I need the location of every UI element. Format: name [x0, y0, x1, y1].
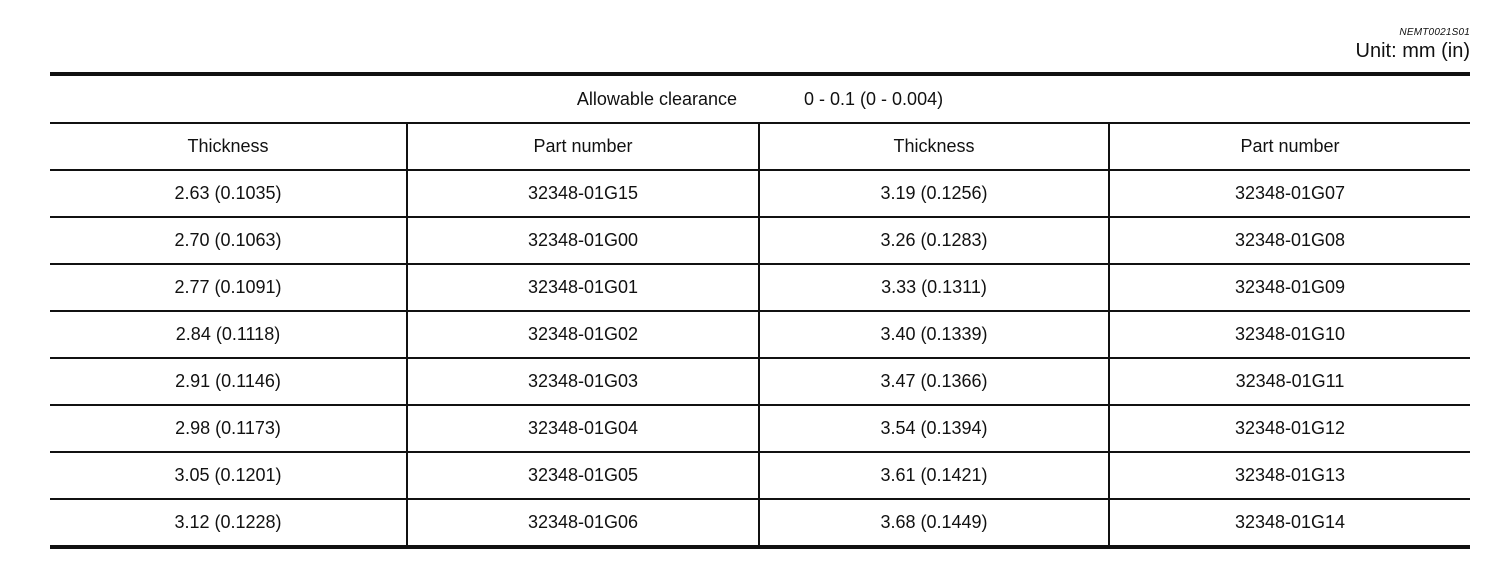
- part-number-cell: 32348-01G14: [1109, 499, 1470, 547]
- thickness-cell: 3.61 (0.1421): [759, 452, 1109, 499]
- part-number-cell: 32348-01G03: [407, 358, 759, 405]
- clearance-cell: [50, 74, 1470, 123]
- thickness-cell: 2.70 (0.1063): [50, 217, 407, 264]
- thickness-cell: 3.19 (0.1256): [759, 170, 1109, 217]
- table-row: [50, 264, 1470, 311]
- document-code: NEMT0021S01: [1399, 27, 1470, 38]
- header-row: [50, 123, 1470, 170]
- header-thickness-left: Thickness: [50, 123, 407, 170]
- part-number-cell: 32348-01G07: [1109, 170, 1470, 217]
- thickness-cell: 3.40 (0.1339): [759, 311, 1109, 358]
- table-row: [50, 311, 1470, 358]
- shim-spec-table: [50, 72, 1470, 549]
- part-number-cell: 32348-01G13: [1109, 452, 1470, 499]
- thickness-cell: 3.33 (0.1311): [759, 264, 1109, 311]
- thickness-cell: 2.98 (0.1173): [50, 405, 407, 452]
- part-number-cell: 32348-01G04: [407, 405, 759, 452]
- thickness-cell: 2.91 (0.1146): [50, 358, 407, 405]
- thickness-cell: 3.47 (0.1366): [759, 358, 1109, 405]
- thickness-cell: 2.77 (0.1091): [50, 264, 407, 311]
- clearance-value: 0 - 0.1 (0 - 0.004): [804, 88, 944, 109]
- thickness-cell: 3.54 (0.1394): [759, 405, 1109, 452]
- part-number-cell: 32348-01G02: [407, 311, 759, 358]
- thickness-cell: 3.68 (0.1449): [759, 499, 1109, 547]
- header-thickness-right: Thickness: [759, 123, 1109, 170]
- clearance-label: Allowable clearance: [576, 88, 737, 109]
- part-number-cell: 32348-01G06: [407, 499, 759, 547]
- part-number-cell: 32348-01G00: [407, 217, 759, 264]
- thickness-cell: 3.12 (0.1228): [50, 499, 407, 547]
- unit-label: Unit: mm (in): [1355, 40, 1470, 62]
- part-number-cell: 32348-01G11: [1109, 358, 1470, 405]
- thickness-cell: 3.26 (0.1283): [759, 217, 1109, 264]
- table-row: [50, 405, 1470, 452]
- table-row: [50, 358, 1470, 405]
- part-number-cell: 32348-01G10: [1109, 311, 1470, 358]
- part-number-cell: 32348-01G05: [407, 452, 759, 499]
- part-number-cell: 32348-01G01: [407, 264, 759, 311]
- clearance-row: [50, 74, 1470, 123]
- part-number-cell: 32348-01G08: [1109, 217, 1470, 264]
- table-row: [50, 452, 1470, 499]
- table-row: [50, 499, 1470, 547]
- thickness-cell: 3.05 (0.1201): [50, 452, 407, 499]
- header-part-number-right: Part number: [1109, 123, 1470, 170]
- table-row: [50, 170, 1470, 217]
- thickness-cell: 2.84 (0.1118): [50, 311, 407, 358]
- part-number-cell: 32348-01G09: [1109, 264, 1470, 311]
- table-row: [50, 217, 1470, 264]
- part-number-cell: 32348-01G15: [407, 170, 759, 217]
- part-number-cell: 32348-01G12: [1109, 405, 1470, 452]
- header-part-number-left: Part number: [407, 123, 759, 170]
- thickness-cell: 2.63 (0.1035): [50, 170, 407, 217]
